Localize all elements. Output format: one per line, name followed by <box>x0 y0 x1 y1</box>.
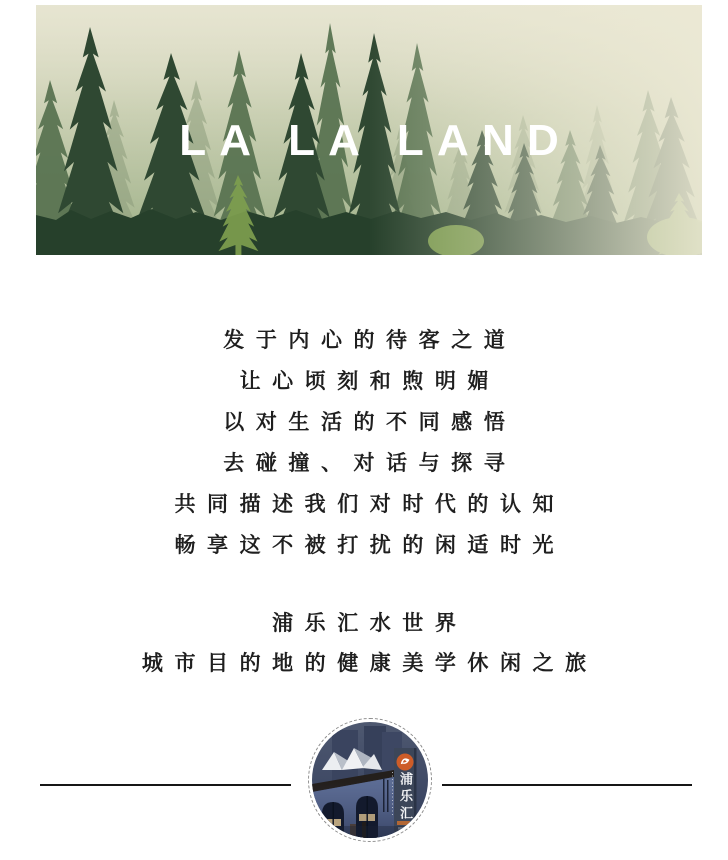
sign-text: 浦乐汇 <box>398 772 413 823</box>
divider-line-left <box>40 784 291 786</box>
tagline-section <box>0 603 728 683</box>
hero-image[interactable] <box>36 5 702 255</box>
divider-line-right <box>442 784 692 786</box>
brand-logo[interactable] <box>308 718 432 842</box>
tagline-slogan: 城市目的地的健康美学休闲之旅 <box>141 651 598 675</box>
poem-line: 去碰撞、对话与探寻 <box>223 451 517 475</box>
poem-line: 让心顷刻和煦明媚 <box>239 369 500 393</box>
poem-section <box>0 320 728 566</box>
brand-logo-photo <box>312 722 428 838</box>
poem-line: 共同描述我们对时代的认知 <box>174 492 566 516</box>
poem-line: 发于内心的待客之道 <box>223 328 517 352</box>
poem-line: 以对生活的不同感悟 <box>223 410 517 434</box>
poem-line: 畅享这不被打扰的闲适时光 <box>174 533 566 557</box>
hero-title: LA LA LAND <box>179 116 572 165</box>
tagline-brand: 浦乐汇水世界 <box>272 611 468 635</box>
